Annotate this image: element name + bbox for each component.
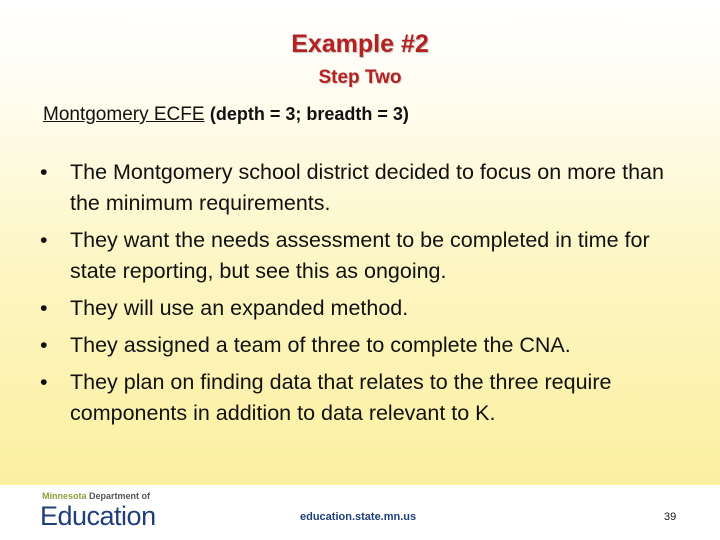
bullet-item: • They assigned a team of three to complete the CNA.: [40, 330, 690, 361]
slide-subtitle: Step Two: [318, 67, 402, 88]
slide-title: Example #2: [291, 30, 429, 58]
heading-detail: (depth = 3; breadth = 3): [209, 104, 409, 124]
bullet-item: • The Montgomery school district decided to focus on more than the minimum requirements.: [40, 157, 690, 219]
logo-state: Minnesota: [42, 491, 87, 501]
section-heading: [43, 104, 409, 126]
bullet-item: • They want the needs assessment to be completed in time for state reporting, but see this as ongoing.: [40, 225, 690, 287]
mde-logo-top: [42, 491, 150, 501]
bullet-item: • They will use an expanded method.: [40, 293, 690, 324]
page-number: 39: [664, 511, 677, 523]
mde-logo-word: Education: [40, 501, 156, 531]
bullet-item: • They plan on finding data that relates to the three require components in addition to data relevant to K.: [40, 367, 690, 429]
footer: [0, 485, 720, 540]
logo-dept: Department of: [89, 491, 151, 501]
bullet-list: [40, 157, 690, 435]
footer-url: education.state.mn.us: [300, 511, 417, 523]
heading-name: Montgomery ECFE: [43, 104, 205, 125]
